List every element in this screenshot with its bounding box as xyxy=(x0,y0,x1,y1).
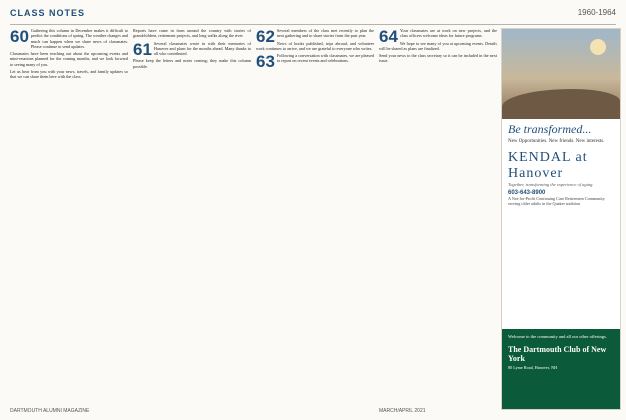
class-note-text: Reports have come in from around the country with stories of grandchildren, retirement projects, and long walks along the river. xyxy=(133,28,251,39)
footer-date: MARCH/APRIL 2021 xyxy=(379,408,426,414)
class-note-paragraph xyxy=(10,28,128,49)
class-year-number: 64 xyxy=(379,28,398,46)
ad-headline: Be transformed... xyxy=(508,122,592,136)
ad-phone[interactable]: 603-643-8900 xyxy=(508,190,546,196)
class-note-text: We hope to see many of you at upcoming events. Details will be shared as plans are finalized. xyxy=(379,40,497,51)
ad-classmates: Welcome to the community and all our other offerings. xyxy=(508,334,607,339)
column-1 xyxy=(10,28,128,396)
ad-body xyxy=(502,119,620,210)
class-year-number: 60 xyxy=(10,28,29,46)
class-note-text: Classmates have been reaching out about the upcoming events and mini-reunions planned for the coming months, and we look forward to seeing many of you. xyxy=(10,51,128,67)
ad-tagline: Together, transforming the experience of aging. xyxy=(508,182,594,187)
class-note-text: Gathering this column in December makes it difficult to predict the conditions of spring. The weather changes and much can happen when we share news of classmates. Please continue to send updates. xyxy=(30,28,128,49)
ad-brand: KENDAL at Hanover xyxy=(508,150,588,181)
class-years: 1960-1964 xyxy=(577,8,616,17)
class-year-number: 62 xyxy=(256,28,275,46)
ad-lower-panel xyxy=(502,329,620,409)
class-note-text: Send your news to the class secretary so it can be included in the next issue. xyxy=(379,53,497,64)
class-note-text: Please keep the letters and notes coming; they make this column possible. xyxy=(133,58,251,69)
ad-address: 80 Lyme Road, Hanover, NH xyxy=(508,364,558,370)
sun-shape xyxy=(590,39,606,55)
hill-shape xyxy=(502,89,620,119)
class-note-paragraph xyxy=(133,28,251,39)
class-year-number: 61 xyxy=(133,39,152,59)
class-note-paragraph xyxy=(379,53,497,64)
class-note-paragraph xyxy=(10,69,128,80)
ad-photo xyxy=(502,29,620,119)
class-note-text: Several classmates wrote in with their memories of Hanover and plans for the months ahead. Many thanks to all who contributed. xyxy=(153,40,251,57)
column-4 xyxy=(379,28,497,396)
ad-info: A Not-for-Profit Continuing Care Retirement Community serving older adults in the Quaker tradition xyxy=(508,196,605,206)
page-header xyxy=(10,8,616,25)
class-note-paragraph xyxy=(133,58,251,69)
class-year-number: 63 xyxy=(256,52,275,72)
ad-subtext: New Opportunities. New friends. New interests. xyxy=(508,139,605,144)
class-note-text: Let us hear from you with your news, travels, and family updates so that we can share them here with the class. xyxy=(10,69,128,80)
class-note-paragraph xyxy=(256,52,374,72)
class-note-paragraph xyxy=(133,41,251,57)
class-note-paragraph xyxy=(10,51,128,67)
kendal-ad[interactable] xyxy=(501,28,621,410)
class-note-text: Several members of the class met recently to plan the next gathering and to share stories from the past year. xyxy=(276,28,374,39)
class-note-text: Following a conversation with classmates, we are pleased to report on recent events and celebrations. xyxy=(276,53,374,64)
class-note-text: News of books published, trips abroad, and volunteer work continues to arrive, and we are grateful to everyone who writes. xyxy=(256,40,374,51)
class-note-text: Your classmates are at work on new projects, and the class officers welcome ideas for future programs. xyxy=(399,28,497,39)
footer-magazine: DARTMOUTH ALUMNI MAGAZINE xyxy=(10,408,90,414)
ad-club-name: The Dartmouth Club of New York xyxy=(508,344,607,363)
column-3 xyxy=(256,28,374,396)
column-2 xyxy=(133,28,251,396)
section-title: CLASS NOTES xyxy=(10,8,86,18)
